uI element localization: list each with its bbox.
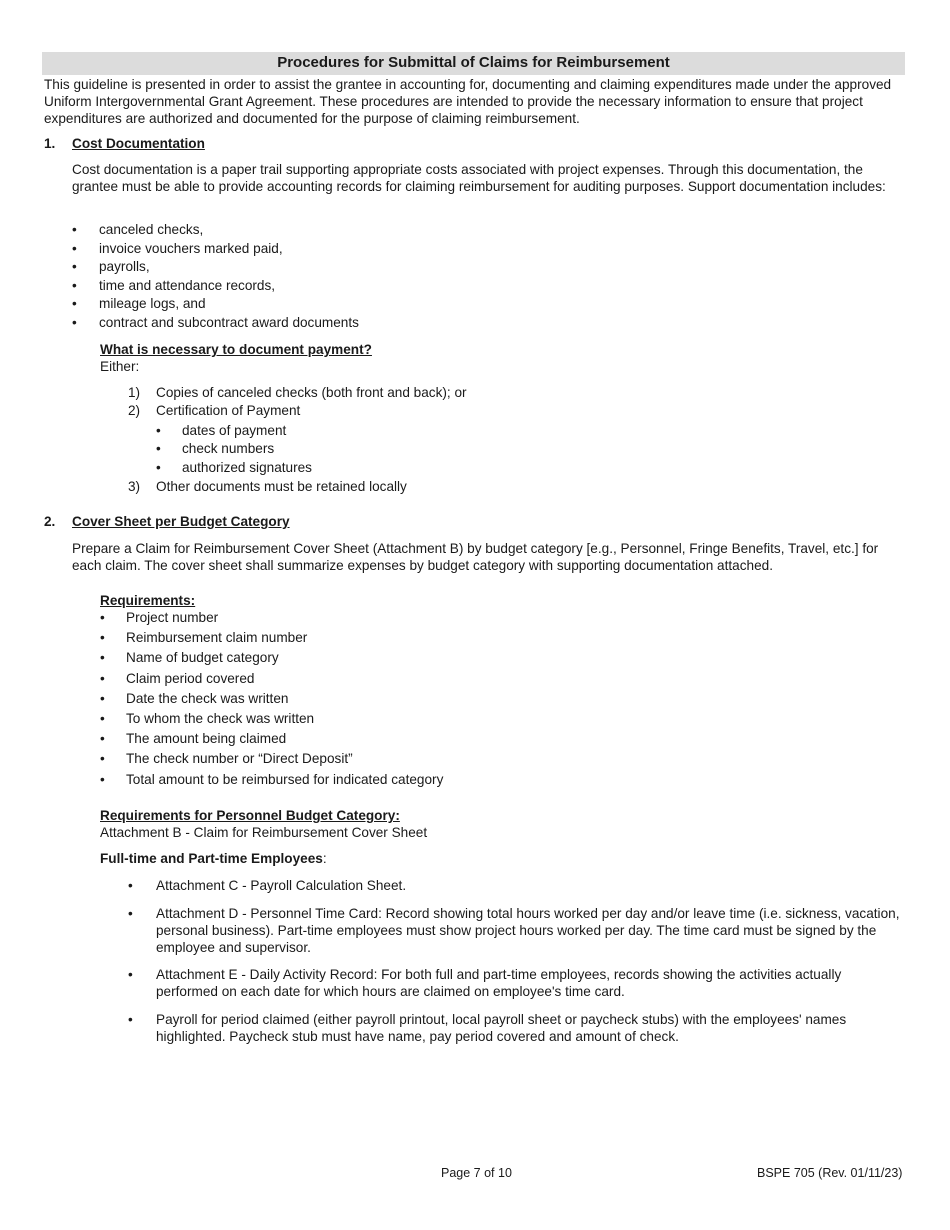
list-item: • Name of budget category xyxy=(100,650,279,666)
employee-bullet: • xyxy=(128,906,133,921)
list-item: • Claim period covered xyxy=(100,670,255,686)
form-number: BSPE 705 (Rev. 01/11/23) xyxy=(757,1166,903,1180)
list-item: • Date the check was written xyxy=(100,690,289,706)
intro-paragraph: This guideline is presented in order to assist the grantee in accounting for, documenting and claiming expenditures made under the approved Uniform Intergovernmental Grant Agreement. These procedures are intended to provide the necessary information to ensure that project expenditures are authorized and documented for the purpose of claiming reimbursement. xyxy=(44,77,892,126)
payment-bullet-text: dates of payment xyxy=(182,423,287,438)
list-item: • Project number xyxy=(100,610,219,625)
document-payment-heading: What is necessary to document payment? xyxy=(100,342,372,357)
employee-item: Attachment C - Payroll Calculation Sheet. xyxy=(156,878,407,893)
list-item: • payrolls, xyxy=(72,259,150,275)
option-2-number: 2) xyxy=(128,403,141,418)
section-2-heading: Cover Sheet per Budget Category xyxy=(72,514,290,529)
employee-item: Attachment E - Daily Activity Record: For both full and part-time employees, records showing the activities actually performed on each date for which hours are claimed on employee's time card. xyxy=(156,967,842,999)
employee-item: Payroll for period claimed (either payroll printout, local payroll sheet or paycheck stubs) with the employees' names highlighted. Paycheck stub must have name, pay period covered and amount of check. xyxy=(156,1012,847,1044)
either-label: Either: xyxy=(100,359,140,374)
page-title: Procedures for Submittal of Claims for Reimbursement xyxy=(42,52,905,75)
section-1-number: 1. xyxy=(44,136,56,151)
employee-item: Attachment D - Personnel Time Card: Record showing total hours worked per day and/or leave time (i.e. sickness, vacation, personal business). Part-time employees must show project hours worked per day. The time card must be signed by the employee and supervisor. xyxy=(156,906,900,955)
section-1-heading: Cost Documentation xyxy=(72,136,205,151)
employee-bullet: • xyxy=(128,1012,133,1027)
payment-bullet: • xyxy=(156,423,161,438)
section-2-paragraph: Prepare a Claim for Reimbursement Cover Sheet (Attachment B) by budget category [e.g., Personnel, Fringe Benefits, Travel, etc.] for each claim. The cover sheet shall summarize expenses by budget category with supporting documentation attached. xyxy=(72,541,879,573)
list-item: • Total amount to be reimbursed for indicated category xyxy=(100,771,444,787)
attachment-b-line: Attachment B - Claim for Reimbursement Cover Sheet xyxy=(100,825,428,840)
list-item: • The check number or “Direct Deposit” xyxy=(100,751,353,767)
option-1-text: Copies of canceled checks (both front and back); or xyxy=(156,385,467,400)
list-item: • canceled checks, xyxy=(72,222,204,237)
list-item: • invoice vouchers marked paid, xyxy=(72,240,283,256)
payment-bullet-text: check numbers xyxy=(182,441,275,456)
personnel-requirements-heading: Requirements for Personnel Budget Category: xyxy=(100,808,400,823)
option-3-number: 3) xyxy=(128,479,141,494)
section-1-paragraph: Cost documentation is a paper trail supporting appropriate costs associated with project expenses. Through this documentation, the grantee must be able to provide accounting records for claiming reimbursement for auditing purposes. Support documentation includes: xyxy=(72,162,886,194)
employee-bullet: • xyxy=(128,878,133,893)
list-item: • To whom the check was written xyxy=(100,710,315,726)
support-doc-list xyxy=(72,222,472,334)
page-number: Page 7 of 10 xyxy=(441,1166,512,1180)
option-2-text: Certification of Payment xyxy=(156,403,301,418)
requirements-heading: Requirements: xyxy=(100,593,196,608)
option-1-number: 1) xyxy=(128,385,141,400)
option-3-text: Other documents must be retained locally xyxy=(156,479,407,494)
payment-bullet: • xyxy=(156,441,161,456)
list-item: • contract and subcontract award documents xyxy=(72,314,359,330)
payment-bullet-text: authorized signatures xyxy=(182,460,312,475)
list-item: • time and attendance records, xyxy=(72,277,276,293)
payment-bullet: • xyxy=(156,460,161,475)
employee-bullet: • xyxy=(128,967,133,982)
list-item: • mileage logs, and xyxy=(72,296,206,312)
section-2-number: 2. xyxy=(44,514,56,529)
list-item: • Reimbursement claim number xyxy=(100,630,308,646)
requirements-list xyxy=(100,610,600,792)
list-item: • The amount being claimed xyxy=(100,731,287,747)
employees-label: Full-time and Part-time Employees: xyxy=(100,851,327,866)
